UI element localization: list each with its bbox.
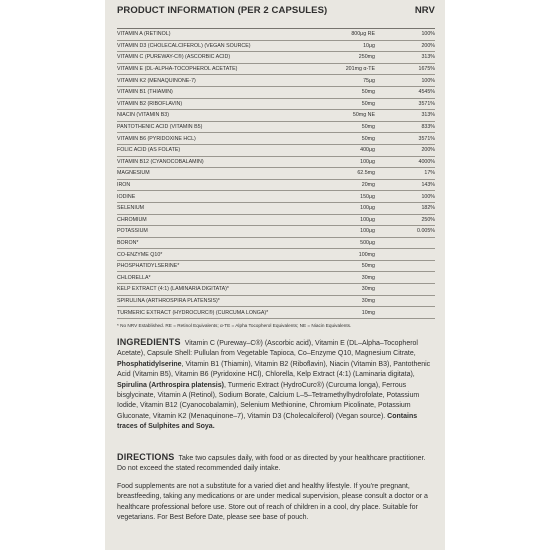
nrv-column-header: NRV	[414, 5, 435, 16]
table-row	[117, 52, 435, 64]
nutrient-name: VITAMIN B6 (PYRIDOXINE HCL)	[117, 135, 196, 142]
nutrient-nrv: 200%	[421, 42, 435, 49]
nutrient-amount: 10mg	[361, 309, 375, 316]
advisory-text: Food supplements are not a substitute for a varied diet and healthy lifestyle. If you're pregnant, breastfeeding, taking any medications or are under medical supervision, please consult a doctor or a healthcare professional before use. Store out of reach of children in a cool, dry place. Suitable for vegetarians. For Best Before Date, please see base of pouch.	[117, 483, 428, 522]
nutrient-name: VITAMIN A (RETINOL)	[117, 31, 171, 38]
nutrient-amount: 50mg	[361, 263, 375, 270]
nutrient-nrv: 3571%	[418, 100, 435, 107]
table-row	[117, 307, 435, 319]
nutrient-name: VITAMIN B12 (CYANOCOBALAMIN)	[117, 158, 204, 165]
ingredients-heading: INGREDIENTS	[117, 337, 181, 347]
table-footnote: * No NRV Established. RE = Retinol Equivalents; α-TE = Alpha Tocopherol Equivalents; NE = Niacin Equivalents.	[117, 323, 352, 328]
ingredients-text-1: Vitamin C (Pureway–C®) (Ascorbic acid), Vitamin E (DL–Alpha–Tocopherol Acetate), Capsule Shell: Pullulan from Vegetable Tapioca, Co–Enzyme Q10, Magnesium Citrate,	[117, 340, 418, 358]
nutrient-nrv: 100%	[421, 77, 435, 84]
table-row	[117, 296, 435, 308]
table-row	[117, 238, 435, 250]
nutrient-amount: 30mg	[361, 274, 375, 281]
directions-heading: DIRECTIONS	[117, 452, 175, 462]
label-panel	[105, 0, 445, 550]
nutrient-nrv: 100%	[421, 193, 435, 200]
table-row	[117, 180, 435, 192]
nutrient-name: POTASSIUM	[117, 228, 148, 235]
nutrient-nrv: 833%	[421, 124, 435, 131]
table-row	[117, 215, 435, 227]
nutrient-name: CHLORELLA*	[117, 274, 151, 281]
nutrient-amount: 10μg	[363, 42, 375, 49]
table-row	[117, 133, 435, 145]
nutrient-amount: 30mg	[361, 297, 375, 304]
nutrient-nrv: 3571%	[418, 135, 435, 142]
table-row	[117, 87, 435, 99]
table-row	[117, 226, 435, 238]
nutrient-nrv: 100%	[421, 31, 435, 38]
nutrient-amount: 400μg	[360, 147, 375, 154]
ingredients-text-3: , Turmeric Extract (HydroCurc®) (Curcuma longa), Ferrous bisglycinate, Vitamin A (Retinol), Sodium Borate, Calcium L–5–Tetramethylhydrofolate, Potassium Iodide, Vitamin B12 (Cyanocobalamin), Selenium Methionine, Chromium Picolinate, Potassium Gluconate, Vitamin K2 (Menaquinone–7), Vitamin D3 (Cholecalciferol) (Vegan source).	[117, 381, 420, 420]
nutrient-amount: 800μg RE	[351, 31, 375, 38]
nutrient-name: TURMERIC EXTRACT (HYDROCURC®) (CURCUMA LONGA)*	[117, 309, 269, 316]
nutrient-name: IRON	[117, 182, 131, 189]
nutrient-name: CO-ENZYME Q10*	[117, 251, 163, 258]
table-row	[117, 168, 435, 180]
nutrient-nrv: 200%	[421, 147, 435, 154]
nutrient-name: NIACIN (VITAMIN B3)	[117, 112, 169, 119]
nutrient-amount: 100μg	[360, 228, 375, 235]
nutrient-name: PANTOTHENIC ACID (VITAMIN B5)	[117, 124, 203, 131]
nutrient-name: VITAMIN B1 (THIAMIN)	[117, 89, 173, 96]
nutrient-name: PHOSPHATIDYLSERINE*	[117, 263, 180, 270]
supplement-advisory	[117, 482, 435, 524]
nutrient-nrv: 313%	[421, 54, 435, 61]
nutrient-name: SPIRULINA (ARTHROSPIRA PLATENSIS)*	[117, 297, 220, 304]
nutrient-name: KELP EXTRACT (4:1) (LAMINARIA DIGITATA)*	[117, 286, 229, 293]
ingredients-allergen-2: Spirulina (Arthrospira platensis)	[117, 381, 224, 389]
table-row	[117, 191, 435, 203]
table-row	[117, 145, 435, 157]
nutrient-amount: 201mg α-TE	[345, 66, 375, 73]
nutrient-amount: 50mg	[361, 124, 375, 131]
table-row	[117, 272, 435, 284]
nutrient-amount: 50mg	[361, 100, 375, 107]
nutrient-name: VITAMIN C (PUREWAY-C®) (ASCORBIC ACID)	[117, 54, 231, 61]
table-row	[117, 29, 435, 41]
nutrient-nrv: 4000%	[418, 158, 435, 165]
nutrient-amount: 62.5mg	[357, 170, 375, 177]
nutrient-nrv: 182%	[421, 205, 435, 212]
ingredients-section	[117, 337, 435, 433]
table-row	[117, 122, 435, 134]
table-row	[117, 99, 435, 111]
nutrient-amount: 50mg	[361, 135, 375, 142]
nutrient-nrv: 1675%	[418, 66, 435, 73]
nutrient-amount: 100μg	[360, 158, 375, 165]
nutrient-name: CHROMIUM	[117, 216, 147, 223]
ingredients-text-2: , Vitamin B1 (Thiamin), Vitamin B2 (Riboflavin), Niacin (Vitamin B3), Pantothenic Acid (Vitamin B5), Vitamin B6 (Pyridoxine HCl), Chlorella, Kelp Extract (4:1) (Laminaria digitata),	[117, 360, 431, 379]
table-row	[117, 110, 435, 122]
table-row	[117, 203, 435, 215]
nutrient-nrv: 4545%	[418, 89, 435, 96]
nutrient-name: BORON*	[117, 239, 139, 246]
nutrient-nrv: 0.005%	[417, 228, 435, 235]
nutrient-amount: 50mg	[361, 89, 375, 96]
directions-section	[117, 452, 435, 475]
table-row	[117, 249, 435, 261]
nutrient-amount: 250mg	[358, 54, 375, 61]
nutrient-name: SELENIUM	[117, 205, 145, 212]
table-row	[117, 157, 435, 169]
table-title: PRODUCT INFORMATION (PER 2 CAPSULES)	[117, 5, 328, 16]
nutrient-name: FOLIC ACID (AS FOLATE)	[117, 147, 181, 154]
table-row	[117, 261, 435, 273]
nutrient-amount: 50mg NE	[352, 112, 375, 119]
nutrition-table	[117, 28, 435, 319]
nutrient-amount: 75μg	[363, 77, 375, 84]
nutrient-nrv: 143%	[421, 182, 435, 189]
nutrient-amount: 100μg	[360, 216, 375, 223]
nutrient-name: VITAMIN B2 (RIBOFLAVIN)	[117, 100, 183, 107]
table-row	[117, 64, 435, 76]
nutrient-amount: 20mg	[361, 182, 375, 189]
nutrient-nrv: 17%	[424, 170, 435, 177]
table-row	[117, 284, 435, 296]
nutrient-amount: 30mg	[361, 286, 375, 293]
nutrient-name: VITAMIN K2 (MENAQUINONE-7)	[117, 77, 196, 84]
ingredients-traces-warning: Contains traces of Sulphites and Soya.	[117, 412, 418, 431]
directions-text: Take two capsules daily, with food or as directed by your healthcare practitioner. Do not exceed the stated recommended daily intake.	[117, 455, 426, 473]
nutrient-nrv: 313%	[421, 112, 435, 119]
nutrient-amount: 100mg	[358, 251, 375, 258]
nutrient-amount: 150μg	[360, 193, 375, 200]
nutrient-name: VITAMIN D3 (CHOLECALCIFEROL) (VEGAN SOURCE)	[117, 42, 251, 49]
nutrient-nrv: 250%	[421, 216, 435, 223]
ingredients-allergen-1: Phosphatidylserine	[117, 360, 182, 368]
nutrient-name: MAGNESIUM	[117, 170, 150, 177]
table-header	[117, 5, 435, 16]
nutrient-amount: 100μg	[360, 205, 375, 212]
table-row	[117, 75, 435, 87]
table-row	[117, 41, 435, 53]
nutrient-name: VITAMIN E (DL-ALPHA-TOCOPHEROL ACETATE)	[117, 66, 238, 73]
nutrient-name: IODINE	[117, 193, 136, 200]
nutrient-amount: 500μg	[360, 239, 375, 246]
